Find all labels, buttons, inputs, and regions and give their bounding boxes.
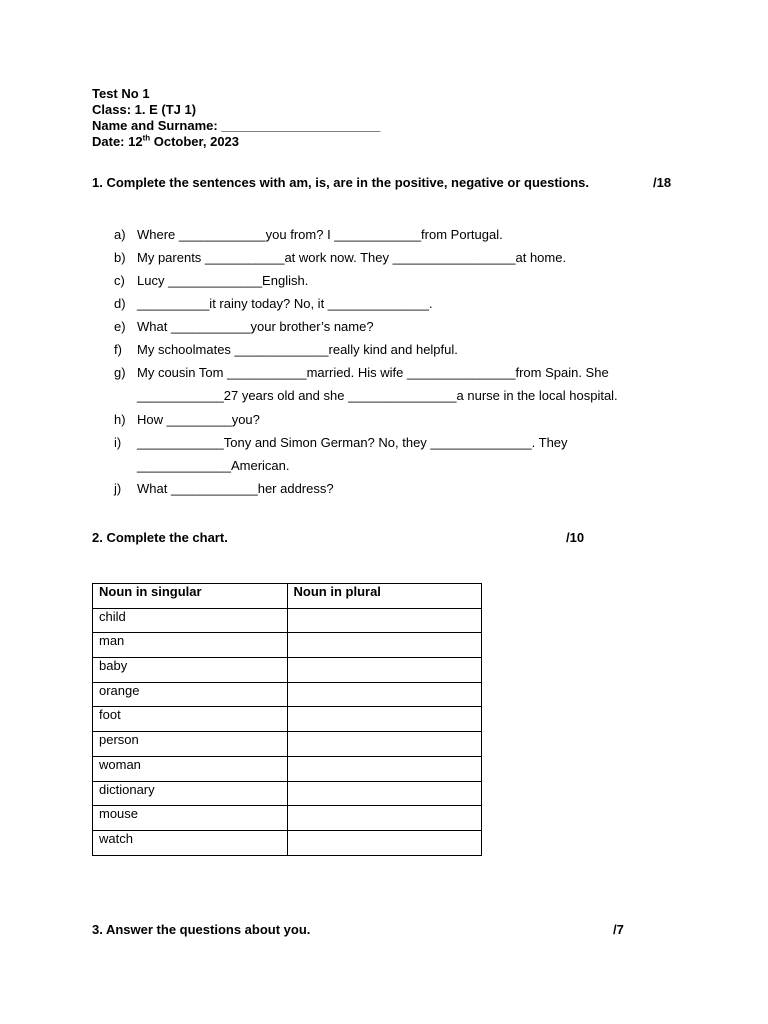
plural-cell[interactable]	[287, 658, 481, 683]
table-row	[93, 806, 482, 831]
singular-cell: baby	[93, 658, 288, 683]
item-letter: b)	[114, 250, 126, 265]
table-row	[93, 682, 482, 707]
list-item	[114, 365, 609, 380]
date-suffix: October, 2023	[150, 134, 240, 149]
item-letter: i)	[114, 435, 122, 450]
date-superscript: th	[142, 133, 151, 143]
table-row	[93, 633, 482, 658]
plural-cell[interactable]	[287, 633, 481, 658]
list-item	[114, 273, 308, 288]
class-label: Class: 1. E (TJ 1)	[92, 102, 197, 117]
item-text: What ___________your brother’s name?	[137, 319, 374, 334]
section1-title: 1. Complete the sentences with am, is, are in the positive, negative or questions.	[92, 175, 590, 190]
list-item	[114, 319, 374, 334]
singular-cell: man	[93, 633, 288, 658]
item-text: My schoolmates _____________really kind and helpful.	[137, 342, 458, 357]
list-item	[114, 342, 458, 357]
item-letter: d)	[114, 296, 126, 311]
item-letter: e)	[114, 319, 126, 334]
item-letter: c)	[114, 273, 125, 288]
item-text: Lucy _____________English.	[137, 273, 309, 288]
list-item	[114, 250, 566, 265]
plural-cell[interactable]	[287, 806, 481, 831]
list-item	[114, 435, 568, 450]
plural-cell[interactable]	[287, 707, 481, 732]
item-text: Where ____________you from? I ____________from Portugal.	[137, 227, 503, 242]
name-field: Name and Surname: ______________________	[92, 118, 381, 133]
table-row	[93, 608, 482, 633]
column-header-singular: Noun in singular	[93, 584, 288, 609]
item-text: What ____________her address?	[137, 481, 334, 496]
plural-cell[interactable]	[287, 781, 481, 806]
date-prefix: Date: 12	[92, 134, 143, 149]
item-text: How _________you?	[137, 412, 260, 427]
item-letter: f)	[114, 342, 122, 357]
list-item	[114, 296, 433, 311]
section1-score: /18	[653, 175, 672, 190]
table-row	[93, 707, 482, 732]
table-row	[93, 756, 482, 781]
singular-cell: mouse	[93, 806, 288, 831]
list-item	[114, 481, 334, 496]
plural-cell[interactable]	[287, 756, 481, 781]
singular-cell: foot	[93, 707, 288, 732]
column-header-plural: Noun in plural	[287, 584, 481, 609]
table-header-row	[93, 584, 482, 609]
list-item	[114, 412, 260, 427]
section3-score: /7	[613, 922, 624, 937]
item-letter: j)	[114, 481, 122, 496]
plural-cell[interactable]	[287, 682, 481, 707]
plural-cell[interactable]	[287, 608, 481, 633]
singular-cell: watch	[93, 830, 288, 855]
table-row	[93, 732, 482, 757]
section2-title: 2. Complete the chart.	[92, 530, 228, 545]
table-row	[93, 658, 482, 683]
item-text: __________it rainy today? No, it ______________.	[137, 296, 433, 311]
table-row	[93, 781, 482, 806]
date-label	[92, 134, 239, 150]
singular-cell: orange	[93, 682, 288, 707]
singular-cell: woman	[93, 756, 288, 781]
plural-cell[interactable]	[287, 732, 481, 757]
item-continuation: ____________27 years old and she _______________a nurse in the local hospital.	[137, 388, 618, 403]
plural-cell[interactable]	[287, 830, 481, 855]
item-letter: g)	[114, 365, 126, 380]
item-text: My cousin Tom ___________married. His wife _______________from Spain. She	[137, 365, 609, 380]
list-item	[114, 227, 503, 242]
item-letter: h)	[114, 412, 126, 427]
section2-score: /10	[566, 530, 585, 545]
table-row	[93, 830, 482, 855]
singular-cell: child	[93, 608, 288, 633]
item-continuation: _____________American.	[137, 458, 290, 473]
test-number: Test No 1	[92, 86, 150, 101]
item-text: ____________Tony and Simon German? No, they ______________. They	[137, 435, 568, 450]
noun-chart	[92, 583, 482, 856]
item-text: My parents ___________at work now. They _________________at home.	[137, 250, 567, 265]
section3-title: 3. Answer the questions about you.	[92, 922, 311, 937]
singular-cell: dictionary	[93, 781, 288, 806]
singular-cell: person	[93, 732, 288, 757]
item-letter: a)	[114, 227, 126, 242]
